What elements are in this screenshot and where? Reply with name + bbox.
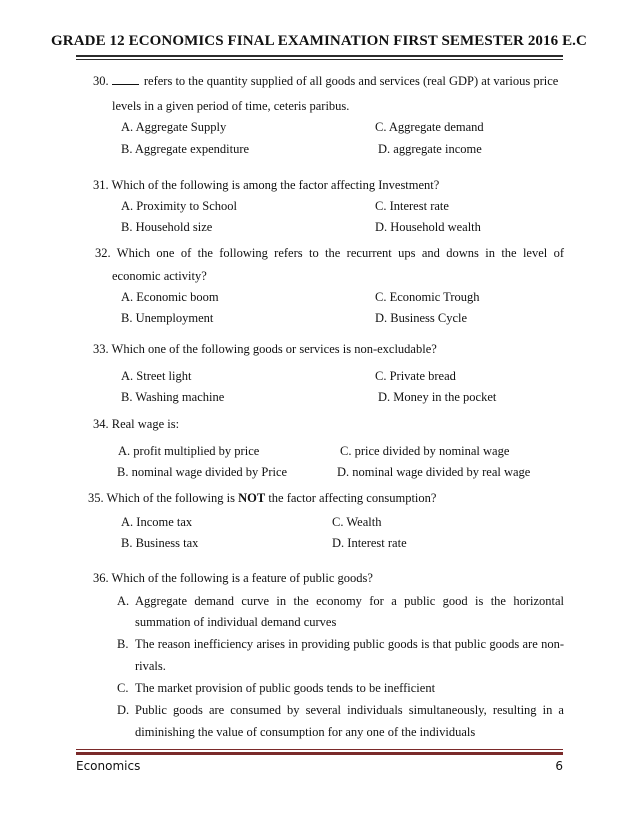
option-a: A. Street light (121, 369, 192, 383)
question-text: Which of the following is (106, 491, 239, 505)
option-a: A. Aggregate Supply (121, 120, 227, 134)
page-number: 6 (555, 759, 563, 773)
question-number: 33. (93, 342, 109, 356)
question-34-stem (93, 416, 179, 432)
question-33-stem (93, 341, 437, 357)
option-a: A. profit multiplied by price (118, 444, 260, 458)
question-number: 36. (93, 571, 109, 585)
option-c: C. Wealth (332, 515, 382, 529)
option-b: B. Washing machine (121, 390, 225, 404)
option-d: D. Business Cycle (375, 311, 468, 325)
question-text: Real wage is: (111, 417, 180, 431)
option-c-label: C. (117, 681, 129, 695)
option-d: D. Interest rate (332, 536, 407, 550)
question-30-stem (93, 73, 558, 89)
option-a: A. Proximity to School (121, 199, 237, 213)
question-number: 30. (93, 74, 109, 88)
question-text: Which one of the following refers to the recurrent ups and downs in the level of (116, 246, 564, 260)
question-number: 34. (93, 417, 109, 431)
header-rule (76, 59, 563, 60)
question-text: refers to the quantity supplied of all goods and services (real GDP) at various price (143, 74, 559, 88)
option-c-text: The market provision of public goods tends to be inefficient (135, 681, 436, 695)
answer-blank (112, 73, 139, 85)
question-35-stem (88, 490, 436, 506)
option-c: C. Interest rate (375, 199, 449, 213)
header-rule (76, 55, 563, 57)
option-b-text-cont: rivals. (135, 659, 166, 673)
option-d-label: D. (117, 703, 130, 717)
option-b: B. Unemployment (121, 311, 214, 325)
option-d-text: Public goods are consumed by several individuals simultaneously, resulting in a (135, 703, 564, 717)
question-text: Which one of the following goods or services is non-excludable? (111, 342, 437, 356)
option-a: A. Economic boom (121, 290, 219, 304)
option-b-label: B. (117, 637, 129, 651)
option-d: D. nominal wage divided by real wage (337, 465, 531, 479)
option-a: A. Income tax (121, 515, 193, 529)
question-30-stem-cont: levels in a given period of time, ceteris paribus. (112, 99, 350, 113)
option-c: C. Economic Trough (375, 290, 480, 304)
question-text: Which of the following is among the factor affecting Investment? (111, 178, 440, 192)
option-c: C. price divided by nominal wage (340, 444, 510, 458)
option-d: D. Money in the pocket (378, 390, 497, 404)
option-c: C. Aggregate demand (375, 120, 484, 134)
question-text: the factor affecting consumption? (265, 491, 437, 505)
option-b: B. Business tax (121, 536, 199, 550)
question-36-stem (93, 570, 373, 586)
question-31-stem (93, 177, 439, 193)
page-header-title: GRADE 12 ECONOMICS FINAL EXAMINATION FIRST SEMESTER 2016 E.C (51, 33, 587, 49)
footer-rule (76, 752, 563, 755)
emphasis-not: NOT (238, 491, 266, 505)
footer-rule (76, 749, 563, 750)
footer-subject: Economics (76, 759, 141, 773)
question-number: 32. (95, 246, 111, 260)
option-a-text: Aggregate demand curve in the economy for a public good is the horizontal (135, 594, 564, 608)
option-b: B. nominal wage divided by Price (117, 465, 288, 479)
question-number: 31. (93, 178, 109, 192)
question-number: 35. (88, 491, 104, 505)
question-32-stem (95, 245, 564, 261)
option-d: D. aggregate income (378, 142, 482, 156)
option-d: D. Household wealth (375, 220, 481, 234)
question-32-stem-cont: economic activity? (112, 269, 207, 283)
option-d-text-cont: diminishing the value of consumption for any one of the individuals (135, 725, 476, 739)
option-a-label: A. (117, 594, 130, 608)
option-b: B. Household size (121, 220, 213, 234)
option-b-text: The reason inefficiency arises in providing public goods is that public goods are non- (135, 637, 564, 651)
option-b: B. Aggregate expenditure (121, 142, 250, 156)
option-a-text-cont: summation of individual demand curves (135, 615, 337, 629)
question-text: Which of the following is a feature of public goods? (111, 571, 373, 585)
option-c: C. Private bread (375, 369, 456, 383)
